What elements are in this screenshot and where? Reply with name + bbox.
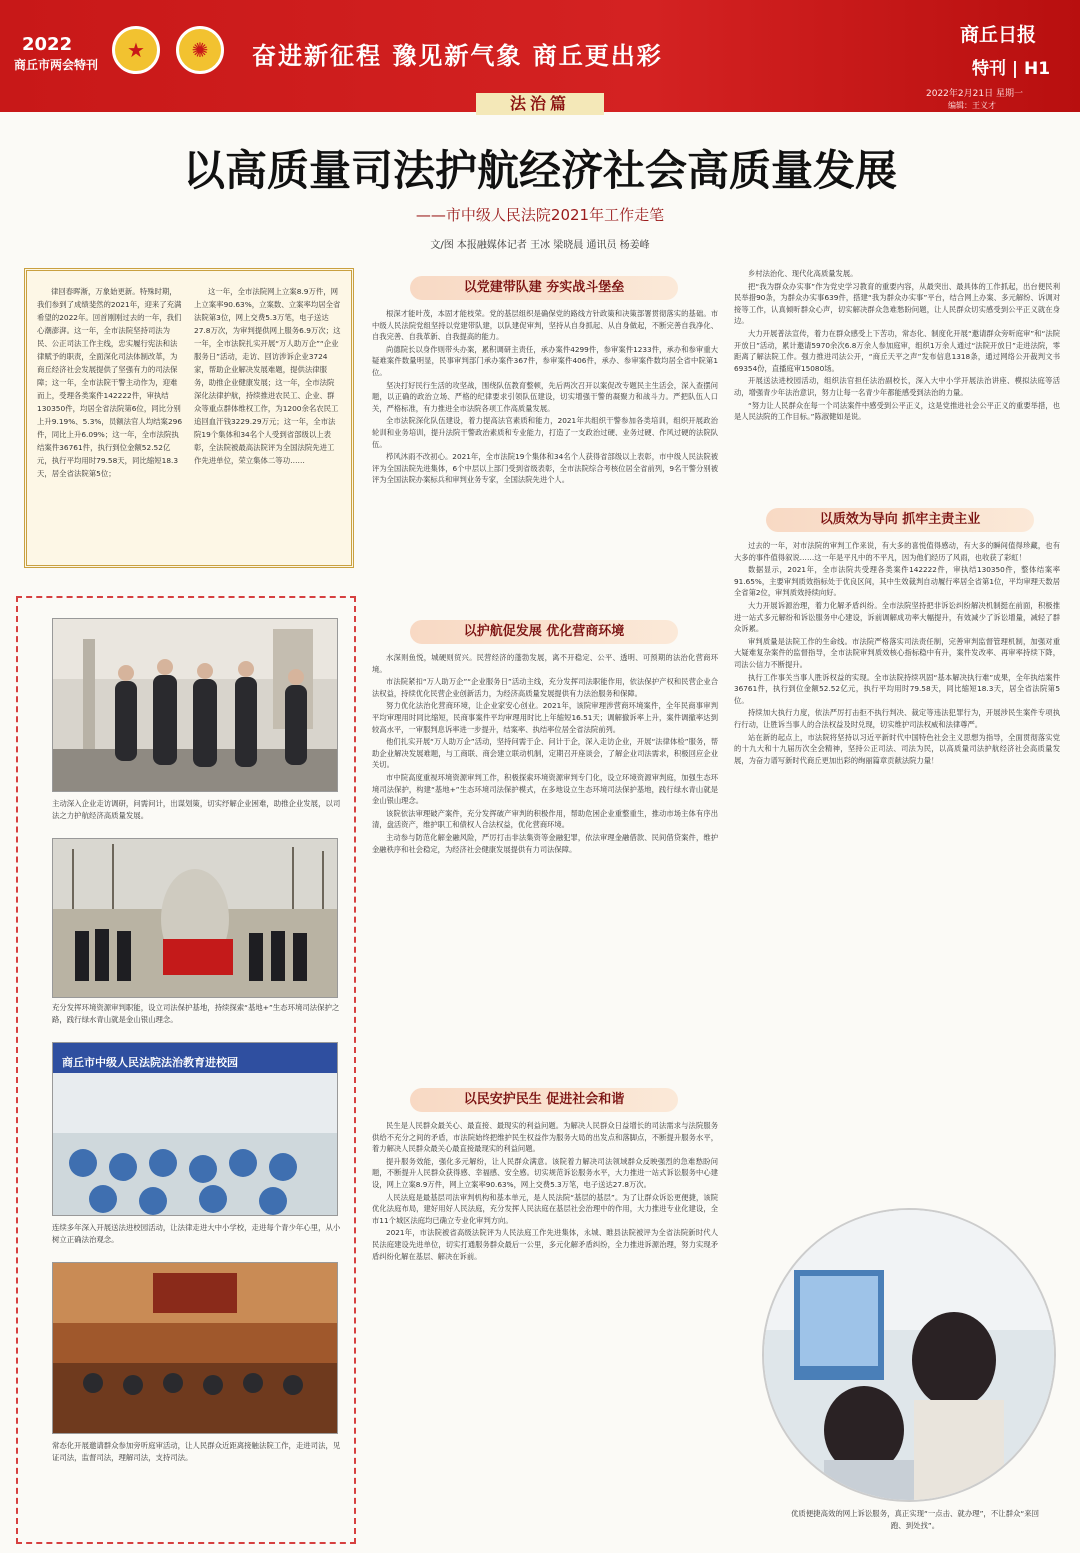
paragraph: 大力开展普法宣传，着力在群众感受上下苦功，常态化、制度化开展“邀请群众旁听庭审”和“法院开放日”活动，累计邀请5970余次6.8万余人参加庭审，组织1万余人通过“法院开放日”走进法院，零距离了解法院工作。强力推进司法公开，“商丘天平之声”发布信息1318条，通过网络公开裁判文书69354份，直播庭审15080场。 xyxy=(734,328,1060,373)
article-right-continued xyxy=(734,268,1060,490)
paragraph: 市法院紧扣“万人助万企”“企业服务日”活动主线，充分发挥司法职能作用，依法保护产权和民营企业合法权益，持续优化民营企业创新活力，为经济高质量发展提供有力法治服务和保障。 xyxy=(372,677,718,698)
page-label: 特刊 | H1 xyxy=(972,59,1051,79)
section-heading-livelihood: 以民安护民生 促进社会和谐 xyxy=(410,1088,678,1112)
headline: 以高质量司法护航经济社会高质量发展 xyxy=(182,146,897,195)
article-livelihood xyxy=(372,1120,718,1544)
paragraph: 乡村法治化、现代化高质量发展。 xyxy=(748,269,858,278)
paragraph: 大力开展诉源治理，着力化解矛盾纠纷。全市法院坚持把非诉讼纠纷解决机制挺在前面，积极推进一站式多元解纷和诉讼服务中心建设，诉前调解成功率大幅提升，有效减少了诉讼增量，减轻了群众诉累。 xyxy=(734,600,1060,634)
paragraph: 执行工作事关当事人胜诉权益的实现。全市法院持续巩固“基本解决执行难”成果，全年执结案件36761件，执行到位金额52.52亿元，执行平均用时79.58天，同比缩短18.3天，居全省法院第5位。 xyxy=(734,672,1060,705)
paragraph: 人民法庭是最基层司法审判机构和基本单元，是人民法院“基层的基层”。为了让群众诉讼更便捷，该院优化法庭布局，建好用好人民法庭，充分发挥人民法庭在基层社会治理中的作用，大力推进专业化建设，全市11个城区法庭均已确立专业化审判方向。 xyxy=(372,1192,718,1225)
subheadline: ——市中级人民法院2021年工作走笔 xyxy=(415,206,665,224)
paragraph: 过去的一年，对市法院的审判工作来说，有大多的喜悦值得感动，有大多的瞬间值得珍藏，也有大多的事件值得叙说……这一年是平凡中的不平凡，因为他们经历了风雨，也收获了彩虹！ xyxy=(734,541,1060,562)
paragraph: 尚德院长以身作则带头办案，累积调研主责任，承办案件4299件，参审案件1233件，承办和参审重大疑难案件数量明显，民事审判部门承办案件367件，参审案件406件，承办、参审案件数均居全省中院第1位。 xyxy=(372,344,718,377)
paragraph: 市中院高度重视环境资源审判工作，积极探索环境资源审判专门化，设立环境资源审判庭，加强生态环境司法保护，构建“基地+”生态环境司法保护模式，在多地设立生态环境司法保护基地，践行绿水青山就是金山银山理念。 xyxy=(372,772,718,806)
paragraph: 持续加大执行力度，依法严厉打击拒不执行判决、裁定等违法犯罪行为，开展涉民生案件专项执行行动，让胜诉当事人的合法权益及时兑现，切实维护司法权威和法律尊严。 xyxy=(734,708,1060,729)
paragraph: 栉风沐雨不改初心。2021年，全市法院19个集体和34名个人获得省部级以上表彰，市中级人民法院被评为全国法院先进集体，6个中层以上部门受到省级表彰，全市法院综合考核位居全省前列，9名干警分别被评为全国法院办案标兵和审判业务专家，全国法院先进个人。 xyxy=(372,452,718,485)
article-business-environment xyxy=(372,652,718,1082)
intro-column-1: 律回春晖渐，万象始更新。特殊时期，我们参到了成绩斐然的2021年，迎来了充满希望的2022年。回首刚刚过去的一年，我们心潮澎湃。这一年，全市法院坚持司法为民、公正司法工作主线，忠实履行宪法和法律赋予的职责，全面深化司法体制改革，为商丘经济社会发展提供了坚强有力的司法保障；这一年，全市法院干警主动作为，迎难而上，受理各类案件142222件，审执结130350件，均居全省法院第6位，同比分别上升9.19%、5.3%，员额法官人均结案296件，同比上升6.09%；这一年，全市法院执结案件36761件，执行到位金额52.52亿元，执行平均用时79.58天，同比缩短18.3天，居全省法院第5位； xyxy=(37,287,183,478)
section-heading-quality-efficiency: 以质效为导向 抓牢主责主业 xyxy=(766,508,1034,532)
paragraph: 水深则鱼悦，城硬则贸兴。民营经济的蓬勃发展，离不开稳定、公平、透明、可预期的法治化营商环境。 xyxy=(372,653,718,674)
photo-court-hearing xyxy=(52,1262,338,1434)
caption-ecology-base: 充分发挥环境资源审判职能，设立司法保护基地，持续探索“基地+”生态环境司法保护之路，践行绿水青山就是金山银山理念。 xyxy=(52,1003,340,1024)
paragraph: 开展送法进校园活动，组织法官担任法治副校长，深入大中小学开展法治讲座、模拟法庭等活动，增强青少年法治意识，努力让每一名青少年都能感受到法治的力量。 xyxy=(734,376,1060,397)
photo-online-litigation-service xyxy=(762,1208,1056,1502)
masthead-slogan: 奋进新征程 豫见新气象 商丘更出彩 xyxy=(252,42,663,70)
paragraph: 数据显示，2021年，全市法院共受理各类案件142222件，审执结130350件，整体结案率91.65%，主要审判质效指标处于优良区间，其中生效裁判自动履行率居全省第1位，平均审理天数居全省第2位，审判质效持续向好。 xyxy=(734,565,1060,598)
paragraph: 他们扎实开展“万人助万企”活动，坚持问需于企、问计于企，深入走访企业，开展“法律体检”服务，帮助企业解决发展难题，与工商联、商会建立联动机制，定期召开座谈会，了解企业司法需求，积极回应企业关切。 xyxy=(372,737,718,770)
photo-ecology-base xyxy=(52,838,338,998)
article-quality-efficiency xyxy=(734,540,1060,1200)
paragraph: 提升服务效能，强化多元解纷，让人民群众满意。该院着力解决司法领域群众反映强烈的急难愁盼问题，不断提升人民群众获得感、幸福感、安全感。切实规范诉讼服务水平，大力推进一站式诉讼服务中心建设，网上立案8.9万件，网上立案率90.63%，网上交费5.3万笔，电子送达27.8万次。 xyxy=(372,1156,718,1189)
paragraph: 根深才能叶茂，本固才能枝荣。党的基层组织是确保党的路线方针政策和决策部署贯彻落实的基础。市中级人民法院党组坚持以党建带队建，以队建促审判，坚持从自身抓起、从自身做起，不断完善自我净化、自我完善、自我革新、自我提高的能力。 xyxy=(372,309,718,342)
section-heading-party-building: 以党建带队建 夯实战斗堡垒 xyxy=(410,276,678,300)
intro-box xyxy=(24,268,354,568)
byline: 文/图 本报融媒体记者 王冰 梁晓晨 通讯员 杨姜峰 xyxy=(430,240,650,251)
national-emblem-icon: ★ xyxy=(112,26,160,74)
paragraph: 2021年，市法院被省高级法院评为人民法庭工作先进集体，永城、睢县法院被评为全省法院新时代人民法庭建设先进单位，切实打通服务群众最后一公里，多元化解矛盾纠纷，全力推进诉源治理，努力实现矛盾纠纷化解在基层、解决在诉前。 xyxy=(372,1228,718,1261)
photo-enterprise-visit xyxy=(52,618,338,792)
special-edition-year: 2022 xyxy=(22,34,73,55)
issue-date: 2022年2月21日 星期一 xyxy=(926,89,1023,99)
school-sign-text: 商丘市中级人民法院法治教育进校园 xyxy=(62,1056,238,1069)
caption-court-hearing: 常态化开展邀请群众参加旁听庭审活动，让人民群众近距离接触法院工作，走进司法，见证司法，监督司法，理解司法，支持司法。 xyxy=(52,1441,341,1462)
section-label: 法治篇 xyxy=(476,93,604,115)
paragraph: 努力优化法治化营商环境，让企业家安心创业。2021年，该院审理涉营商环境案件，全年民商事审判平均审理用时同比缩短，民商事案件平均审理用时比上年缩短16.51天；调解撤诉率上升，案件调撤率达到较高水平，一审服判息诉率进一步提升，结案率、执结率位居全省法院前列。 xyxy=(372,701,718,734)
paragraph: 民生是人民群众最关心、最直接、最现实的利益问题。为解决人民群众日益增长的司法需求与法院服务供给不充分之间的矛盾，市法院始终把维护民生权益作为服务大局的出发点和落脚点，不断提升服务水平，着力解决人民群众最关心最直接最现实的利益问题。 xyxy=(372,1121,718,1154)
caption-online-litigation-service: 优质便捷高效的网上诉讼服务，真正实现“一点击、就办理”，不让群众“来回跑、到处找”。 xyxy=(791,1509,1039,1530)
article-party-building xyxy=(372,308,718,598)
cppcc-emblem-icon: ✺ xyxy=(176,26,224,74)
caption-enterprise-visit: 主动深入企业走访调研，问需问计，出谋划策，切实纾解企业困难，助推企业发展，以司法之力护航经济高质量发展。 xyxy=(52,799,341,820)
paragraph: 全市法院深化队伍建设，着力提高法官素质和能力，2021年共组织干警参加各类培训，组织开展政治轮训和业务培训，提升法院干警政治素质和专业能力，打造了一支政治过硬、业务过硬、作风过硬的法院队伍。 xyxy=(372,416,718,449)
photo-column xyxy=(16,596,356,1544)
paragraph: 该院依法审理破产案件，充分发挥破产审判的积极作用，帮助危困企业重整重生，推动市场主体有序出清，盘活资产，维护职工和债权人合法权益，优化营商环境。 xyxy=(372,808,718,830)
paragraph: 站在新的起点上，市法院将坚持以习近平新时代中国特色社会主义思想为指导，全面贯彻落实党的十九大和十九届历次全会精神，坚持公正司法、司法为民，以高质量司法护航经济社会高质量发展，为奋力谱写新时代商丘更加出彩的绚丽篇章贡献法院力量！ xyxy=(734,732,1060,765)
newspaper-name: 商丘日报 xyxy=(960,24,1037,46)
paragraph: 把“我为群众办实事”作为党史学习教育的重要内容，从最突出、最具体的工作抓起，出台便民利民举措90条，为群众办实事639件，搭建“我为群众办实事”平台，结合网上办案、多元解纷、诉调对接等工作，认真倾听群众心声，切实解决群众急难愁盼问题，让人民群众切实感受到公平正义就在身边。 xyxy=(734,281,1060,326)
section-heading-business-environment: 以护航促发展 优化营商环境 xyxy=(410,620,678,644)
special-edition-label: 商丘市两会特刊 xyxy=(14,58,99,72)
caption-law-in-school: 连续多年深入开展送法进校园活动，让法律走进大中小学校，走进每个青少年心里，从小树立正确法治观念。 xyxy=(52,1223,341,1244)
editor-credit: 编辑：王义才 xyxy=(948,101,996,110)
paragraph: 坚决打好民行生活的攻坚战，围绕队伍教育整顿，先后两次召开以案促改专题民主生活会，深入查摆问题，以正确的政治立场、严格的纪律要求引领队伍建设，切实增强干警的凝聚力和战斗力。严把队伍人口关，严格标准，有力推进全市法院各项工作高质量发展。 xyxy=(372,380,718,413)
paragraph: 审判质量是法院工作的生命线。市法院严格落实司法责任制，完善审判监督管理机制，加强对重大疑难复杂案件的监督指导，全市法院审判质效核心指标稳中有升，案件发改率、再审率持续下降，司法公信力不断提升。 xyxy=(734,636,1060,669)
intro-column-2: 这一年，全市法院网上立案8.9万件，网上立案率90.63%，立案数、立案率均居全省法院第3位，网上交费5.3万笔，电子送达27.8万次，为审判提供网上服务6.9万次；这一年，全市法院扎实开展“万人助万企”“企业服务日”活动，走访、回访涉诉企业3724家，帮助企业解决发展难题，提供法律服务，助推企业健康发展；这一年，全市法院深化法律护航，持续推进农民工、企业、群众等重点群体维权工作，为1200余名农民工追回血汗钱3229.29万元；这一年，全市法院19个集体和34名个人受到省部级以上表彰，全法院被最高法院评为全国法院先进工作先进单位，荣立集体二等功…… xyxy=(194,287,341,465)
paragraph: 主动参与防范化解金融风险，严厉打击非法集资等金融犯罪，依法审理金融借款、民间借贷案件，维护金融秩序和社会稳定，为经济社会健康发展提供有力司法保障。 xyxy=(372,832,718,854)
paragraph: “努力让人民群众在每一个司法案件中感受到公平正义，这是党推进社会公平正义的重要举措，也是人民法院的工作目标。”陈淑健如是说。 xyxy=(734,400,1060,422)
